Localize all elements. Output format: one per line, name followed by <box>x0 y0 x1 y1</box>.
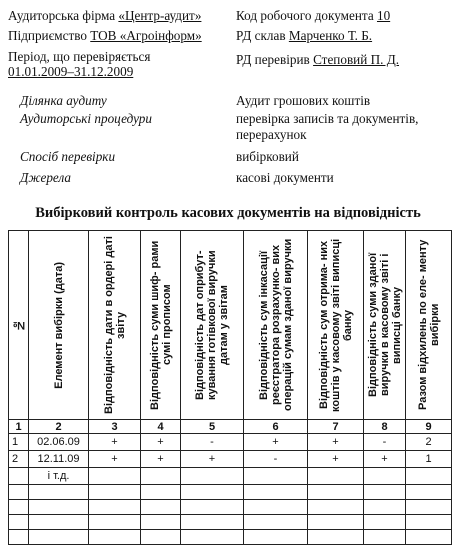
header-cell <box>89 231 141 420</box>
table-cell <box>244 468 308 485</box>
table-cell <box>89 468 141 485</box>
column-number: 9 <box>406 420 452 434</box>
table-cell <box>141 468 181 485</box>
table-cell: - <box>181 434 244 451</box>
enterprise-label: Підприємство <box>8 28 87 43</box>
empty-row <box>9 500 452 515</box>
rd-checked-value: Степовий П. Д. <box>313 52 400 67</box>
enterprise-value: ТОВ «Агроінформ» <box>90 28 202 43</box>
header-cell <box>9 231 29 420</box>
table-cell: 2 <box>406 434 452 451</box>
header-cell <box>181 231 244 420</box>
firm-label: Аудиторська фірма <box>8 8 116 23</box>
doc-code-line <box>236 8 390 24</box>
column-number: 7 <box>308 420 364 434</box>
header-cell <box>364 231 406 420</box>
doc-code-value: 10 <box>376 8 391 23</box>
table-cell: 12.11.09 <box>29 451 89 468</box>
procedures-value-2: перерахунок <box>236 127 307 142</box>
header-cell <box>406 231 452 420</box>
table-cell: + <box>181 451 244 468</box>
table-cell <box>9 468 29 485</box>
rd-composed-line <box>236 28 372 44</box>
sample-control-table <box>8 230 452 545</box>
doc-code-label: Код робочого документа <box>236 8 374 23</box>
col-sample-header: Елемент вибірки (дата) <box>52 261 65 389</box>
table-cell <box>308 468 364 485</box>
col-9-header: Разом відхилень по еле- менту вибірки <box>416 239 441 411</box>
column-number-row <box>9 420 452 434</box>
table-cell <box>181 468 244 485</box>
table-cell: і т.д. <box>29 468 89 485</box>
table-row <box>9 468 452 485</box>
method-label: Спосіб перевірки <box>20 149 116 164</box>
area-label: Ділянка аудиту <box>20 93 107 108</box>
header-cell <box>308 231 364 420</box>
column-number: 6 <box>244 420 308 434</box>
table-cell: - <box>364 434 406 451</box>
rd-composed-label: РД склав <box>236 28 286 43</box>
header-cell <box>244 231 308 420</box>
empty-row <box>9 530 452 545</box>
col-4-header: Відповідність суми шиф- рами сумі прописом <box>148 240 173 410</box>
empty-row <box>9 515 452 530</box>
period-label: Період, що перевіряється <box>8 49 151 64</box>
method-value: вибірковий <box>236 149 299 164</box>
procedures-value-1: перевірка записів та документів, <box>236 111 419 126</box>
col-7-header: Відповідність сум отрима- них коштів у касовому звіті виписці банку <box>317 238 354 412</box>
enterprise-line <box>8 28 202 44</box>
column-number: 5 <box>181 420 244 434</box>
table-cell: + <box>308 434 364 451</box>
table-cell: 1 <box>9 434 29 451</box>
column-number: 8 <box>364 420 406 434</box>
column-number: 1 <box>9 420 29 434</box>
table-cell: + <box>89 434 141 451</box>
table-cell: + <box>141 451 181 468</box>
empty-row <box>9 485 452 500</box>
table-cell: + <box>364 451 406 468</box>
header-cell <box>141 231 181 420</box>
table-cell: + <box>89 451 141 468</box>
sources-label: Джерела <box>20 170 71 185</box>
period-value: 01.01.2009–31.12.2009 <box>8 64 134 79</box>
header-row <box>9 231 452 420</box>
table-cell: + <box>141 434 181 451</box>
table-cell: + <box>244 434 308 451</box>
table-cell <box>406 468 452 485</box>
col-5-header: Відповідність дат оприбут- кування готівкової виручки датам у звітам <box>194 250 230 400</box>
firm-value: «Центр-аудит» <box>118 8 202 23</box>
procedures-label: Аудиторські процедури <box>20 111 152 126</box>
column-number: 3 <box>89 420 141 434</box>
firm-line <box>8 8 201 24</box>
table-cell: 02.06.09 <box>29 434 89 451</box>
table-title: Вибірковий контроль касових документів на відповідність <box>35 205 421 221</box>
rd-composed-value: Марченко Т. Б. <box>288 28 373 43</box>
col-3-header: Відповідність дати в ордері даті звіту <box>102 236 127 414</box>
sources-value: касові документи <box>236 170 334 185</box>
col-number-header: № <box>12 319 25 331</box>
rd-checked-label: РД перевірив <box>236 52 310 67</box>
col-6-header: Відповідність сум інкасації реєстратора розрахунко- вих операцій сумам зданої виручки <box>257 238 294 412</box>
table-cell: 2 <box>9 451 29 468</box>
table-cell: 1 <box>406 451 452 468</box>
table-cell: + <box>308 451 364 468</box>
column-number: 4 <box>141 420 181 434</box>
rd-checked-line <box>236 52 399 68</box>
table-cell <box>364 468 406 485</box>
table-row <box>9 434 452 451</box>
header-cell <box>29 231 89 420</box>
col-8-header: Відповідність суми зданої виручки в касовому звіті і виписці банку <box>366 252 403 398</box>
table-cell: - <box>244 451 308 468</box>
table-row <box>9 451 452 468</box>
area-value: Аудит грошових коштів <box>236 93 371 108</box>
column-number: 2 <box>29 420 89 434</box>
